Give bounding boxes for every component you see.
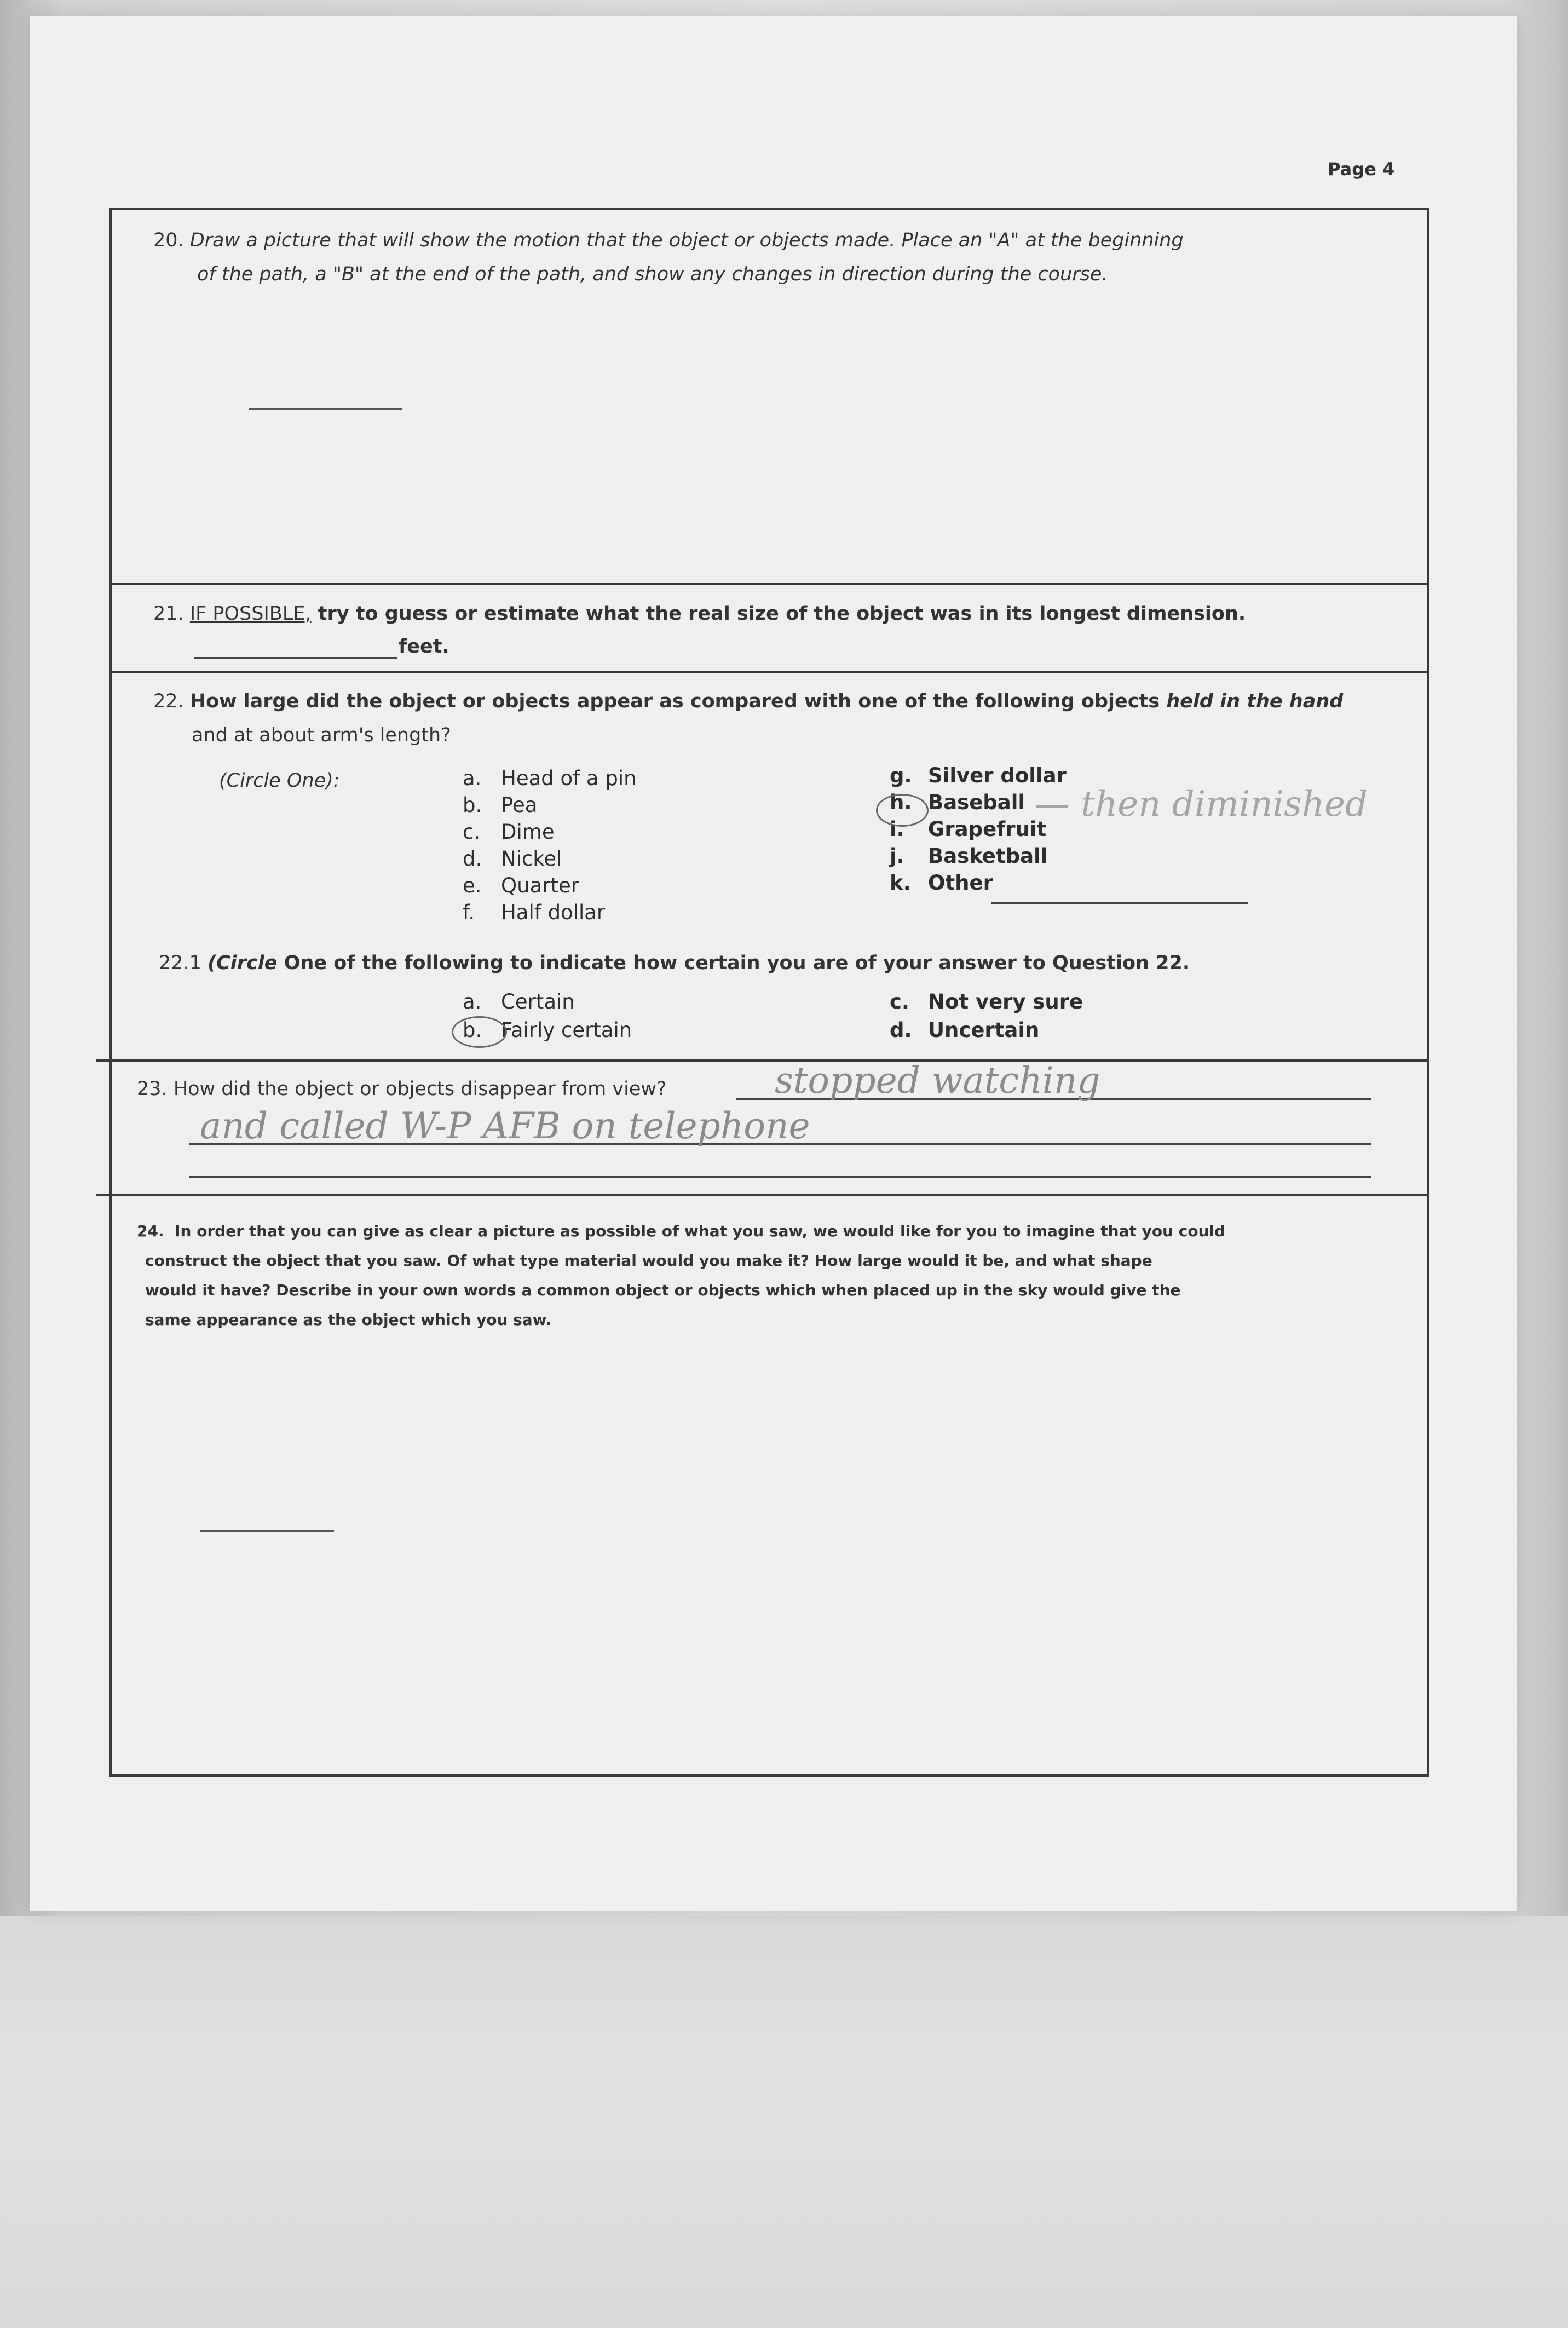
disappear-answer-line3[interactable] <box>189 1176 1371 1178</box>
question-21-number: 21. <box>153 603 184 625</box>
selected-baseball-circle <box>876 794 929 827</box>
question-23 <box>137 1072 667 1106</box>
question-24-line2: construct the object that you saw. Of what type material would you make it? How large would it be, and what shape <box>145 1252 1152 1270</box>
stray-pen-mark <box>249 408 402 410</box>
option-silver-dollar[interactable]: g. Silver dollar <box>890 764 1067 787</box>
size-options-left <box>463 767 637 927</box>
option-not-very-sure[interactable]: c. Not very sure <box>890 990 1083 1013</box>
divider-q20-q21 <box>109 583 1429 585</box>
question-22-text-b: held in the hand <box>1166 690 1344 712</box>
question-22-1-number: 22.1 <box>159 952 201 974</box>
question-23-number: 23. <box>137 1078 168 1100</box>
certainty-options-right <box>890 990 1083 1047</box>
question-23-text: How did the object or objects disappear from view? <box>173 1078 667 1100</box>
question-22-number: 22. <box>153 690 184 712</box>
question-22-text-a: How large did the object or objects appear as compared with one of the following objects <box>189 690 1167 712</box>
question-22-1-text-b: One of the following to indicate how certain you are of your answer to Question 22. <box>284 952 1190 974</box>
question-20 <box>153 223 1413 291</box>
question-22-1 <box>159 946 1418 980</box>
option-pea[interactable]: b. Pea <box>463 793 538 817</box>
option-grapefruit[interactable]: i. Grapefruit <box>890 817 1047 841</box>
question-21 <box>153 597 1413 631</box>
selected-fairly-certain-circle <box>452 1016 507 1048</box>
divider-q22-q23 <box>96 1059 1429 1062</box>
option-certain[interactable]: a. Certain <box>463 990 575 1013</box>
question-20-number: 20. <box>153 229 184 251</box>
question-20-text-line1: Draw a picture that will show the motion that the object or objects made. Place an "A" at the beginning <box>189 229 1184 251</box>
option-head-of-pin[interactable]: a. Head of a pin <box>463 767 637 790</box>
circle-one-label: (Circle One): <box>219 770 340 792</box>
option-nickel[interactable]: d. Nickel <box>463 847 562 871</box>
handwritten-disappear-line2: and called W-P AFB on telephone <box>200 1105 810 1147</box>
option-other[interactable]: k. Other <box>890 871 993 895</box>
question-22-text-line2: and at about arm's length? <box>192 724 451 746</box>
option-quarter[interactable]: e. Quarter <box>463 874 579 897</box>
option-basketball[interactable]: j. Basketball <box>890 844 1048 868</box>
divider-q21-q22 <box>109 671 1429 673</box>
handwritten-disappear-line1: stopped watching <box>775 1059 1100 1102</box>
size-estimate-field[interactable] <box>194 657 397 659</box>
divider-q23-q24 <box>96 1194 1429 1196</box>
question-24-line1: 24. In order that you can give as clear a picture as possible of what you saw, we would like for you to imagine that you could <box>137 1222 1226 1240</box>
form-frame <box>109 208 1429 1777</box>
page-number: Page 4 <box>1328 159 1395 180</box>
question-22 <box>153 684 1413 752</box>
option-half-dollar[interactable]: f. Half dollar <box>463 901 606 924</box>
scanner-bed-area <box>0 1916 1568 2328</box>
option-baseball[interactable]: h. Baseball <box>890 791 1025 814</box>
option-fairly-certain[interactable]: b. Fairly certain <box>463 1018 632 1042</box>
other-size-field[interactable] <box>991 902 1248 904</box>
stray-pen-mark-2 <box>200 1530 334 1532</box>
question-20-text-line2: of the path, a "B" at the end of the path, and show any changes in direction during the course. <box>197 263 1108 285</box>
option-dime[interactable]: c. Dime <box>463 820 555 844</box>
option-uncertain[interactable]: d. Uncertain <box>890 1018 1040 1042</box>
if-possible-label: IF POSSIBLE, <box>189 603 312 625</box>
question-21-text: try to guess or estimate what the real size of the object was in its longest dimension. <box>311 603 1246 625</box>
question-24 <box>137 1217 1413 1335</box>
handwritten-size-note: — then diminished <box>1035 784 1368 825</box>
question-24-line3: would it have? Describe in your own words a common object or objects which when placed up in the sky would give the <box>145 1281 1181 1299</box>
question-24-line4: same appearance as the object which you saw. <box>145 1311 552 1329</box>
question-24-number: 24. <box>137 1222 164 1240</box>
question-22-1-text-a: (Circle <box>207 952 284 974</box>
feet-label: feet. <box>399 636 449 658</box>
